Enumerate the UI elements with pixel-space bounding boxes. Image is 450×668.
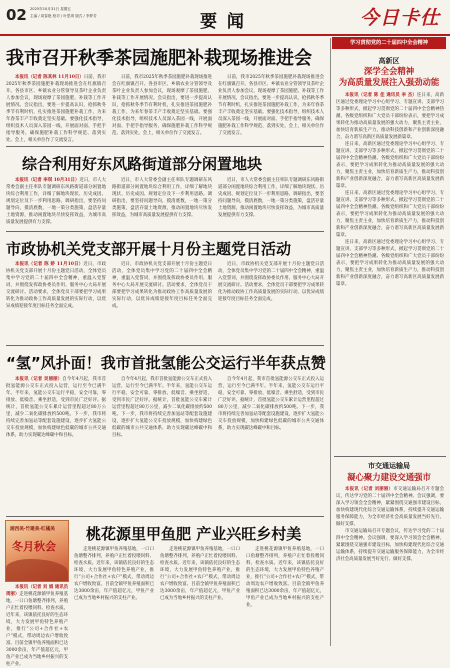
article-5-col-4 [246, 546, 324, 646]
article-3-col-1 [6, 261, 106, 341]
photo-caption-main: 冬月秋会 [12, 540, 56, 553]
sidebar-1-title: 深学全会精神 为高质量发展注入强劲动能 [338, 66, 440, 87]
article-2-body-cont: 近日，市人大常委会副主任率队专题调研东风路街道部分闲置地块综合利用工作，详细了解地块现状、历史成因、规划定位及下一步利用思路。调研指出，要坚持问题导向，摸清底数，一地一策分类施策，盘活存量土地资源，推动闲置地块尽快发挥效益，为城市高质量发展提供有力支撑。 [218, 178, 324, 218]
article-3-lead: 本报讯（记者 陈 娇 11月10日） [15, 262, 84, 267]
photo-landscape [6, 559, 68, 581]
article-2-col-2 [112, 177, 212, 227]
photo-caption-top: 湘西美·竹建美·红橘美 [10, 527, 55, 532]
article-2-col-3 [218, 177, 324, 227]
article-2-col-1 [6, 177, 106, 227]
article-5-photo [5, 520, 69, 582]
article-5-col-3 [160, 546, 240, 646]
article-5-body: 走进桃花源镇甲鱼养殖基地，一口口鱼塘整齐排列，养殖户正忙着投喂饲料、检查水质。近年来，该镇依托良好的生态环境，大力发展甲鱼特色养殖产业，推行“公司+合作社+农户”模式，带动周边农户增收致富。目前全镇甲鱼养殖面积已达3000余亩，年产值超亿元，甲鱼产业已成为当地乡村振兴的支柱产业。 [6, 592, 68, 667]
sidebar-2-eyebrow: 市交通运输局 [368, 462, 410, 470]
divider [6, 146, 324, 147]
divider [6, 345, 324, 346]
article-1-col-2 [112, 74, 212, 142]
column-divider [330, 38, 331, 646]
page-number: 02 [6, 6, 27, 24]
article-5-col-1 [6, 584, 68, 667]
sidebar-1-eyebrow: 高新区 [378, 57, 400, 65]
sidebar-2-title: 凝心聚力建设交通强市 [347, 472, 431, 482]
article-3-body: 近日，市政协机关党支部开展十月份主题党日活动，全体党员集中学习党的二十届四中全会精神，重温入党誓词，并围绕发挥政协委员作用、服务中心大局开展交流研讨。活动要求，全体党员干部要把学习成果转化为推动政协工作高质量发展的实际行动，以优异成绩迎接年度目标任务全面完成。 [6, 262, 106, 309]
article-5-col-2 [74, 546, 154, 646]
article-3-body-cont: 近日，市政协机关党支部开展十月份主题党日活动，全体党员集中学习党的二十届四中全会精神，重温入党誓词，并围绕发挥政协委员作用、服务中心大局开展交流研讨。活动要求，全体党员干部要把学习成果转化为推动政协工作高质量发展的实际行动，以优异成绩迎接年度目标任务全面完成。 [218, 262, 324, 302]
sidebar-1-text: 连日来，高新区通过党委理论学习中心组学习、专题宣讲、支部学习等多种形式，掀起学习贯彻党的二十届四中全会精神热潮。各级党组织和广大党员干部纷纷表示，要把学习成果转化为推动高质量发展的强大动力，聚焦主责主业，加快培育新质生产力，推动科技创新和产业创新深度融合，奋力谱写高新区高质量发展新篇章。 [336, 93, 444, 140]
article-2-body-cont: 近日，市人大常委会副主任率队专题调研东风路街道部分闲置地块综合利用工作，详细了解地块现状、历史成因、规划定位及下一步利用思路。调研指出，要坚持问题导向，摸清底数，一地一策分类施策，盘活存量土地资源，推动闲置地块尽快发挥效益，为城市高质量发展提供有力支撑。 [112, 178, 212, 218]
headline-1: 我市召开秋季茶园施肥补栽现场推进会 [6, 48, 312, 69]
article-4-lead: 本报讯（记者 吴丽丽） [15, 377, 63, 382]
article-4-body-cont: 自今年4月起，我市首批氢能源公交车正式投入运营，运行至今已满半年。半年来，氢能公交车运行平稳，安全可靠，零排放、低噪音、乘坐舒适，受到市民广泛好评。据统计，首批氢能公交车累计运营里程超过80万公里，减少二氧化碳排放约500吨。下一步，我市将持续完善加氢站等配套设施建设，逐步扩大氢能公交车投放规模，加快构建绿色低碳的城市公共交通体系，助力实现碳达峰碳中和目标。 [218, 377, 324, 431]
article-3-col-2 [112, 261, 212, 341]
article-4-col-3 [218, 376, 324, 516]
article-2-body: 近日，市人大常委会副主任率队专题调研东风路街道部分闲置地块综合利用工作，详细了解地块现状、历史成因、规划定位及下一步利用思路。调研指出，要坚持问题导向，摸清底数，一地一策分类施策，盘活存量土地资源，推动闲置地块尽快发挥效益，为城市高质量发展提供有力支撑。 [6, 178, 106, 225]
date-line: 2025年10月31日 星期五 [30, 7, 71, 11]
article-1-col-1 [6, 74, 106, 142]
sidebar-1-body [336, 92, 444, 452]
divider [6, 231, 324, 232]
headline-4: “氢”风扑面！我市首批氢能公交运行半年获点赞 [6, 354, 326, 372]
article-3-col-3 [218, 261, 324, 341]
article-4-body-cont: 自今年4月起，我市首批氢能源公交车正式投入运营，运行至今已满半年。半年来，氢能公交车运行平稳，安全可靠，零排放、低噪音、乘坐舒适，受到市民广泛好评。据统计，首批氢能公交车累计运营里程超过80万公里，减少二氧化碳排放约500吨。下一步，我市将持续完善加氢站等配套设施建设，逐步扩大氢能公交车投放规模，加快构建绿色低碳的城市公共交通体系，助力实现碳达峰碳中和目标。 [112, 377, 212, 438]
article-1-col-3 [218, 74, 324, 142]
sidebar-banner: 学习贯彻党的二十届四中全会精神 [332, 37, 446, 49]
sidebar-2-lead: 本报讯（记者 刘丽丽） [345, 487, 394, 492]
sidebar-1-text-cont: 连日来，高新区通过党委理论学习中心组学习、专题宣讲、支部学习等多种形式，掀起学习贯彻党的二十届四中全会精神热潮。各级党组织和广大党员干部纷纷表示，要把学习成果转化为推动高质量发展的强大动力，聚焦主责主业，加快培育新质生产力，推动科技创新和产业创新深度融合，奋力谱写高新区高质量发展新篇章。 [336, 240, 444, 287]
article-5-body-cont: 走进桃花源镇甲鱼养殖基地，一口口鱼塘整齐排列，养殖户正忙着投喂饲料、检查水质。近年来，该镇依托良好的生态环境，大力发展甲鱼特色养殖产业，推行“公司+合作社+农户”模式，带动周边农户增收致富。目前全镇甲鱼养殖面积已达3000余亩，年产值超亿元，甲鱼产业已成为当地乡村振兴的支柱产业。 [246, 547, 324, 608]
headline-3: 市政协机关党支部开展十月份主题党日活动 [6, 240, 292, 258]
article-1-lead: 本报讯（记者 陈其林 11月10日） [15, 75, 84, 80]
article-1-body-cont: 日前，我市2025年秋季茶园施肥补栽现场推进会在红旗镇召开。各县市区、乡镇农业分管领导及茶叶企业负责人参加会议，现场观摩了茶园施肥、补栽等工作开展情况。会议指出，要进一步提高认识，抢抓秋冬季节有利时机，扎实推进茶园施肥补栽工作，为来年春茶丰产丰收奠定坚实基础。要强化技术指导，组织技术人员深入茶园一线，开展面对面、手把手指导服务，确保施肥补栽工作科学规范、落到实处。会上，相关单位作了交流发言。 [112, 75, 212, 136]
article-1-body: 日前，我市2025年秋季茶园施肥补栽现场推进会在红旗镇召开。各县市区、乡镇农业分管领导及茶叶企业负责人参加会议，现场观摩了茶园施肥、补栽等工作开展情况。会议指出，要进一步提高认识，抢抓秋冬季节有利时机，扎实推进茶园施肥补栽工作，为来年春茶丰产丰收奠定坚实基础。要强化技术指导，组织技术人员深入茶园一线，开展面对面、手把手指导服务，确保施肥补栽工作科学规范、落到实处。会上，相关单位作了交流发言。 [6, 75, 106, 143]
article-3-body-cont: 近日，市政协机关党支部开展十月份主题党日活动，全体党员集中学习党的二十届四中全会精神，重温入党誓词，并围绕发挥政协委员作用、服务中心大局开展交流研讨。活动要求，全体党员干部要把学习成果转化为推动政协工作高质量发展的实际行动，以优异成绩迎接年度目标任务全面完成。 [112, 262, 212, 309]
divider [6, 516, 324, 517]
article-4-col-1 [6, 376, 106, 516]
article-5-body-cont: 走进桃花源镇甲鱼养殖基地，一口口鱼塘整齐排列，养殖户正忙着投喂饲料、检查水质。近年来，该镇依托良好的生态环境，大力发展甲鱼特色养殖产业，推行“公司+合作社+农户”模式，带动周边农户增收致富。目前全镇甲鱼养殖面积已达3000余亩，年产值超亿元，甲鱼产业已成为当地乡村振兴的支柱产业。 [160, 547, 240, 601]
article-2-lead: 本报讯（记者 李琪 10月31日） [15, 178, 80, 183]
header-rule [0, 34, 450, 36]
sidebar-2-text: 市交通运输局召开专题会议，传达学习党的二十届四中全会精神。会议强调，要深入学习领会全会精神，紧紧围绕交通强市建设目标，加快构建现代化综合交通运输体系，持续提升交通运输服务保障能力，为全市经济社会高质量发展当好先行、做好支撑。 [336, 487, 444, 527]
sidebar-1-lead: 本报讯（记者 陈 佳 通讯员 李 杰） [345, 93, 417, 98]
article-5-body-cont: 走进桃花源镇甲鱼养殖基地，一口口鱼塘整齐排列，养殖户正忙着投喂饲料、检查水质。近年来，该镇依托良好的生态环境，大力发展甲鱼特色养殖产业，推行“公司+合作社+农户”模式，带动周边农户增收致富。目前全镇甲鱼养殖面积已达3000余亩，年产值超亿元，甲鱼产业已成为当地乡村振兴的支柱产业。 [74, 547, 154, 601]
headline-5: 桃花源里甲鱼肥 产业兴旺乡村美 [86, 525, 302, 543]
article-1-body-cont: 日前，我市2025年秋季茶园施肥补栽现场推进会在红旗镇召开。各县市区、乡镇农业分管领导及茶叶企业负责人参加会议，现场观摩了茶园施肥、补栽等工作开展情况。会议指出，要进一步提高认识，抢抓秋冬季节有利时机，扎实推进茶园施肥补栽工作，为来年春茶丰产丰收奠定坚实基础。要强化技术指导，组织技术人员深入茶园一线，开展面对面、手把手指导服务，确保施肥补栽工作科学规范、落到实处。会上，相关单位作了交流发言。 [218, 75, 324, 136]
article-4-col-2 [112, 376, 212, 516]
divider [334, 456, 446, 457]
headline-2: 综合利用好东风路街道部分闲置地块 [22, 155, 263, 173]
sidebar-1-text-cont: 连日来，高新区通过党委理论学习中心组学习、专题宣讲、支部学习等多种形式，掀起学习贯彻党的二十届四中全会精神热潮。各级党组织和广大党员干部纷纷表示，要把学习成果转化为推动高质量发展的强大动力，聚焦主责主业，加快培育新质生产力，推动科技创新和产业创新深度融合，奋力谱写高新区高质量发展新篇章。 [336, 191, 444, 238]
article-4-body: 自今年4月起，我市首批氢能源公交车正式投入运营，运行至今已满半年。半年来，氢能公交车运行平稳，安全可靠，零排放、低噪音、乘坐舒适，受到市民广泛好评。据统计，首批氢能公交车累计运营里程超过80万公里，减少二氧化碳排放约500吨。下一步，我市将持续完善加氢站等配套设施建设，逐步扩大氢能公交车投放规模，加快构建绿色低碳的城市公共交通体系，助力实现碳达峰碳中和目标。 [6, 377, 107, 438]
sidebar-2-body [336, 486, 444, 646]
section-title: 要 闻 [200, 12, 246, 32]
editor-line: 主编 / 周春艳 校对 / 叶思琪 版式 / 李梦芳 [30, 14, 97, 18]
sidebar-1-text-cont: 连日来，高新区通过党委理论学习中心组学习、专题宣讲、支部学习等多种形式，掀起学习贯彻党的二十届四中全会精神热潮。各级党组织和广大党员干部纷纷表示，要把学习成果转化为推动高质量发展的强大动力，聚焦主责主业，加快培育新质生产力，推动科技创新和产业创新深度融合，奋力谱写高新区高质量发展新篇章。 [336, 142, 444, 189]
page-header [0, 0, 450, 38]
sidebar-2-text-cont: 市交通运输局召开专题会议，传达学习党的二十届四中全会精神。会议强调，要深入学习领会全会精神，紧紧围绕交通强市建设目标，加快构建现代化综合交通运输体系，持续提升交通运输服务保障能力，为全市经济社会高质量发展当好先行、做好支撑。 [336, 529, 444, 562]
newspaper-logo: 今日卡仕 [360, 7, 441, 29]
article-5-lead: 本报讯（记者 刘 娟 通讯员 周丽） [6, 585, 68, 597]
